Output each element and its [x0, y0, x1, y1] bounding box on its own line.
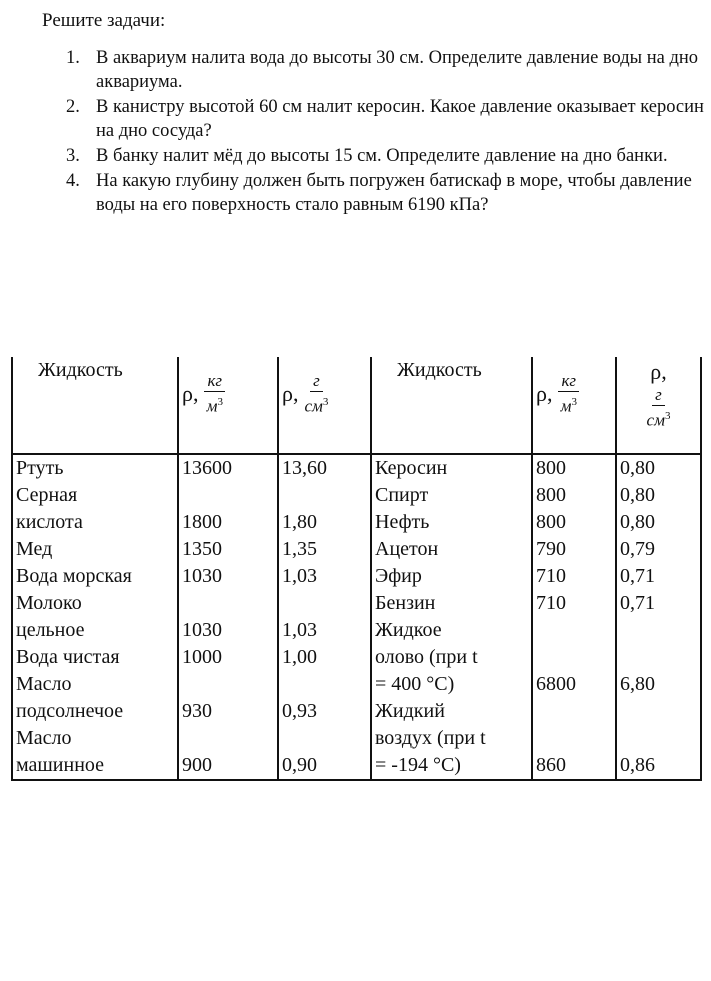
- unit-fraction: [204, 371, 225, 417]
- table-row: [12, 698, 701, 725]
- table-cell: 900: [178, 752, 278, 780]
- table-cell: 930: [178, 698, 278, 725]
- table-cell: 13600: [178, 454, 278, 482]
- unit-fraction: [304, 371, 328, 417]
- task-number: 4.: [66, 171, 80, 191]
- unit-base: м: [560, 396, 572, 416]
- task-text: На какую глубину должен быть погружен батискаф в море, чтобы давление воды на его поверхность стало равным 6190 кПа?: [96, 171, 692, 215]
- table-cell: [532, 644, 616, 671]
- table-cell: [178, 671, 278, 698]
- table-cell: 0,93: [278, 698, 371, 725]
- density-table: [11, 357, 702, 781]
- table-cell: олово (при t: [371, 644, 532, 671]
- task-number: 3.: [66, 146, 80, 166]
- table-cell: 0,80: [616, 509, 701, 536]
- table-cell: [616, 698, 701, 725]
- table-cell: Вода чистая: [12, 644, 178, 671]
- table-cell: 710: [532, 590, 616, 617]
- unit-numerator: г: [652, 385, 665, 406]
- table-cell: 6800: [532, 671, 616, 698]
- unit-numerator: г: [310, 371, 323, 392]
- table-cell: кислота: [12, 509, 178, 536]
- table-cell: 0,71: [616, 563, 701, 590]
- table-cell: 0,71: [616, 590, 701, 617]
- table-row: [12, 536, 701, 563]
- header-density-kg-m3-left: [178, 357, 278, 454]
- table-cell: [278, 590, 371, 617]
- table-row: [12, 482, 701, 509]
- table-cell: [278, 725, 371, 752]
- table-cell: Молоко: [12, 590, 178, 617]
- task-number: 1.: [66, 48, 80, 68]
- table-cell: 0,80: [616, 454, 701, 482]
- table-cell: Вода морская: [12, 563, 178, 590]
- table-cell: = 400 °C): [371, 671, 532, 698]
- table-cell: 1,35: [278, 536, 371, 563]
- table-cell: 1,03: [278, 563, 371, 590]
- table-row: [12, 563, 701, 590]
- table-cell: 0,79: [616, 536, 701, 563]
- table-row: [12, 671, 701, 698]
- table-cell: [532, 617, 616, 644]
- table-cell: Серная: [12, 482, 178, 509]
- table-cell: [616, 725, 701, 752]
- table-cell: Жидкий: [371, 698, 532, 725]
- unit-exponent: 3: [322, 396, 329, 408]
- table-row: [12, 725, 701, 752]
- table-cell: 1800: [178, 509, 278, 536]
- header-density-kg-m3-right: [532, 357, 616, 454]
- table-row: [12, 509, 701, 536]
- table-row: [12, 752, 701, 780]
- table-cell: 6,80: [616, 671, 701, 698]
- table-cell: Масло: [12, 671, 178, 698]
- unit-denominator: [207, 392, 223, 417]
- table-body: [12, 454, 701, 780]
- table-cell: 1,80: [278, 509, 371, 536]
- table-cell: [616, 644, 701, 671]
- table-row: [12, 617, 701, 644]
- table-cell: 1350: [178, 536, 278, 563]
- unit-exponent: 3: [571, 396, 577, 408]
- unit-base: см: [646, 410, 665, 430]
- task-text: В канистру высотой 60 см налит керосин. Какое давление оказывает керосин на дно сосуда?: [96, 97, 704, 141]
- table-cell: воздух (при t: [371, 725, 532, 752]
- rho-symbol: ρ,: [182, 380, 199, 406]
- unit-fraction: [647, 385, 671, 431]
- table-cell: 860: [532, 752, 616, 780]
- table-cell: 1,03: [278, 617, 371, 644]
- table-cell: Ртуть: [12, 454, 178, 482]
- table-cell: Масло: [12, 725, 178, 752]
- table-cell: 710: [532, 563, 616, 590]
- table-cell: = -194 °C): [371, 752, 532, 780]
- unit-numerator: кг: [558, 371, 579, 392]
- unit-denominator: [647, 406, 671, 431]
- table-cell: 0,90: [278, 752, 371, 780]
- unit-denominator: [561, 392, 577, 417]
- task-list: [66, 46, 706, 218]
- table-cell: Нефть: [371, 509, 532, 536]
- page-title: Решите задачи:: [42, 10, 166, 31]
- rho-symbol: ρ,: [650, 359, 667, 384]
- task-text: В аквариум налита вода до высоты 30 см. Определите давление воды на дно аквариума.: [96, 48, 699, 92]
- table-cell: 790: [532, 536, 616, 563]
- table-cell: [532, 725, 616, 752]
- unit-fraction: [558, 371, 579, 417]
- table-cell: цельное: [12, 617, 178, 644]
- unit-exponent: 3: [217, 396, 223, 408]
- rho-symbol: ρ,: [282, 380, 299, 406]
- unit-denominator: [304, 392, 328, 417]
- table-row: [12, 644, 701, 671]
- table-cell: [616, 617, 701, 644]
- table-cell: Спирт: [371, 482, 532, 509]
- table-cell: 1,00: [278, 644, 371, 671]
- table-cell: [278, 671, 371, 698]
- task-item: [66, 144, 706, 168]
- table-cell: [178, 590, 278, 617]
- unit-exponent: 3: [664, 410, 671, 422]
- table-cell: [178, 725, 278, 752]
- table-cell: Мед: [12, 536, 178, 563]
- header-liquid-right: Жидкость: [371, 357, 532, 454]
- table-cell: машинное: [12, 752, 178, 780]
- task-text: В банку налит мёд до высоты 15 см. Определите давление на дно банки.: [96, 146, 668, 166]
- header-density-g-cm3-left: [278, 357, 371, 454]
- table-row: [12, 454, 701, 482]
- table-cell: Эфир: [371, 563, 532, 590]
- table-cell: 0,80: [616, 482, 701, 509]
- table-cell: 0,86: [616, 752, 701, 780]
- table-cell: 800: [532, 509, 616, 536]
- rho-symbol: ρ,: [536, 380, 553, 406]
- table-cell: 13,60: [278, 454, 371, 482]
- table-row: [12, 590, 701, 617]
- table-cell: Бензин: [371, 590, 532, 617]
- table-cell: [532, 698, 616, 725]
- table-cell: Ацетон: [371, 536, 532, 563]
- header-liquid-left: Жидкость: [12, 357, 178, 454]
- table-cell: Жидкое: [371, 617, 532, 644]
- table-cell: 1000: [178, 644, 278, 671]
- density-table-wrapper: [11, 357, 700, 775]
- table-cell: Керосин: [371, 454, 532, 482]
- unit-base: см: [304, 396, 323, 416]
- table-cell: 1030: [178, 563, 278, 590]
- task-item: [66, 95, 706, 143]
- task-item: [66, 169, 706, 217]
- task-item: [66, 46, 706, 94]
- table-cell: 1030: [178, 617, 278, 644]
- task-number: 2.: [66, 97, 80, 117]
- unit-base: м: [206, 396, 218, 416]
- table-cell: [278, 482, 371, 509]
- table-header-row: [12, 357, 701, 454]
- table-cell: [178, 482, 278, 509]
- table-cell: подсолнечое: [12, 698, 178, 725]
- unit-numerator: кг: [204, 371, 225, 392]
- header-density-g-cm3-right: [616, 357, 701, 454]
- table-cell: 800: [532, 482, 616, 509]
- table-cell: 800: [532, 454, 616, 482]
